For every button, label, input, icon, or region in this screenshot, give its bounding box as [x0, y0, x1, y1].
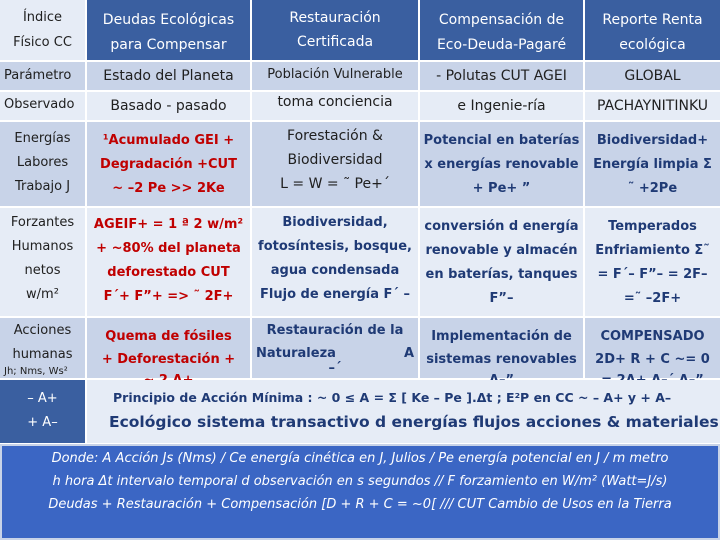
row-forzantes-c4-line-3: = F´– F”– = 2F–: [597, 267, 708, 282]
row-principio-label-1: – A+: [27, 391, 58, 406]
row-forzantes-label-3: netos: [24, 263, 61, 278]
row-forzantes-c3-line-1: conversión d energía: [424, 219, 579, 234]
row-acciones-c1-line-2: + Deforestación +: [101, 352, 236, 367]
row-principio-content-cell: [87, 380, 720, 443]
header-compensacion-line-2: Eco-Deuda-Pagaré: [436, 37, 567, 53]
row-energias-c4-line-2: Energía limpia Σ: [593, 157, 712, 172]
footer-line-1: Donde: A Acción Js (Nms) / Ce energía cinética en J, Julios / Pe energía potencial en J / m metro: [51, 451, 669, 466]
header-compensacion-cell: [420, 0, 583, 60]
row-acciones-label-1: Acciones: [13, 323, 72, 338]
row-acciones-c3-line-2: sistemas renovables: [426, 352, 577, 367]
row-acciones-c2-line-2: Naturaleza: [256, 346, 336, 361]
row-energias-c4-line-3: ˜ +2Pe: [627, 181, 678, 196]
header-reporte-line-1: Reporte Renta: [602, 12, 703, 28]
row-acciones-c2-cell: [252, 318, 418, 378]
row-observado-c1: Basado - pasado: [110, 98, 227, 114]
row-principio-label-cell: [0, 380, 85, 443]
row-acciones-c1-cell: [87, 318, 250, 378]
row-acciones-label-cell: [0, 318, 85, 378]
row-energias-c1-cell: [87, 122, 250, 206]
row-principio-label-2: + A–: [27, 415, 58, 430]
row-energias-label-1: Energías: [14, 131, 71, 146]
principio-accion-minima: Principio de Acción Mínima : ~ 0 ≤ A = Σ [ Ke – Pe ].Δt ; E²P en CC ~ – A+ y + A–: [113, 390, 672, 405]
header-index-line-1: Índice: [22, 10, 63, 25]
row-energias-c1-line-3: ~ –2 Pe >> 2Ke: [112, 181, 225, 196]
row-parametro-c2-cell: [252, 62, 418, 90]
row-forzantes-c2-line-4: Flujo de energía F´ –: [260, 287, 410, 302]
row-forzantes-c2-line-2: fotosíntesis, bosque,: [258, 239, 412, 254]
row-forzantes-c3-line-2: renovable y almacén: [425, 243, 578, 258]
row-observado-c1-cell: [87, 92, 250, 120]
header-index-cell: [0, 0, 85, 60]
row-forzantes-c3-line-4: F”–: [489, 291, 514, 306]
row-acciones-c2-marker: A: [403, 346, 414, 361]
row-energias-c2-line-1: Forestación &: [287, 128, 383, 144]
row-observado-c2-cell: [252, 92, 418, 120]
row-acciones-label-3: Jh; Nms, Ws²: [4, 366, 68, 377]
row-parametro-c4: GLOBAL: [624, 68, 681, 84]
row-forzantes-c1-cell: [87, 208, 250, 316]
row-energias-c3-cell: [420, 122, 583, 206]
row-forzantes-label-1: Forzantes: [10, 215, 75, 230]
row-energias-c2-line-3: L = W = ˜ Pe+´: [280, 176, 390, 192]
row-parametro-c1: Estado del Planeta: [103, 68, 234, 84]
row-energias-c1-line-1: ¹Acumulado GEI +: [102, 133, 235, 148]
row-parametro-c3-cell: [420, 62, 583, 90]
row-energias-c4-line-1: Biodiversidad+: [596, 133, 709, 148]
row-forzantes-c1-line-2: + ~80% del planeta: [96, 241, 241, 256]
row-forzantes-label-4: w/m²: [26, 287, 59, 302]
row-energias-label-2: Labores: [16, 155, 69, 170]
row-acciones-c3-line-1: Implementación de: [431, 329, 572, 344]
row-energias-c2-cell: [252, 122, 418, 206]
row-forzantes-c3-line-3: en baterías, tanques: [425, 267, 578, 282]
row-forzantes-c1-line-3: deforestado CUT: [107, 265, 230, 280]
row-forzantes-label-cell: [0, 208, 85, 316]
header-index-line-2: Físico CC: [13, 35, 72, 50]
header-restauracion-cell: [252, 0, 418, 60]
row-acciones-c3-cell: [420, 318, 583, 378]
row-acciones-label-2: humanas: [12, 347, 73, 362]
row-forzantes-c4-cell: [585, 208, 720, 316]
row-forzantes-c2-cell: [252, 208, 418, 316]
row-observado-c4: PACHAYNITINKU: [596, 98, 709, 114]
header-deudas-cell: [87, 0, 250, 60]
row-observado-c3: e Ingenie-ría: [457, 98, 546, 114]
row-energias-c3-line-3: + Pe+ ”: [472, 181, 531, 196]
header-restauracion-line-1: Restauración: [289, 10, 381, 26]
row-energias-label-cell: [0, 122, 85, 206]
row-parametro-c4-cell: [585, 62, 720, 90]
row-energias-c3-line-2: x energías renovable: [424, 157, 579, 172]
row-energias-c2-line-2: Biodiversidad: [287, 152, 383, 168]
row-forzantes-c1-line-4: F´+ F”+ => ˜ 2F+: [103, 289, 234, 304]
row-acciones-c1-line-1: Quema de fósiles: [105, 329, 232, 344]
row-forzantes-c2-line-3: agua condensada: [270, 263, 400, 278]
row-acciones-c4-line-2: 2D+ R + C ~= 0: [595, 352, 710, 367]
sistema-transactivo-line: Ecológico sistema transactivo d energías flujos acciones & materiales: [109, 413, 719, 431]
row-acciones-c2-line-3: –´: [328, 361, 342, 376]
row-forzantes-c4-line-4: =˜ –2F+: [623, 291, 682, 306]
row-energias-c4-cell: [585, 122, 720, 206]
row-observado-c4-cell: [585, 92, 720, 120]
row-forzantes-c1-line-1: AGEIF+ = 1 ª 2 w/m²: [93, 217, 244, 232]
row-acciones-c4-cell: [585, 318, 720, 378]
header-restauracion-line-2: Certificada: [296, 34, 374, 50]
row-forzantes-c4-line-1: Temperados: [608, 219, 697, 234]
header-reporte-cell: [585, 0, 720, 60]
row-parametro-c2: Población Vulnerable: [267, 67, 403, 82]
row-parametro-c3: - Polutas CUT AGEI: [436, 68, 567, 84]
row-observado-c3-cell: [420, 92, 583, 120]
header-deudas-line-1: Deudas Ecológicas: [102, 12, 235, 28]
row-acciones-c2-line-1: Restauración de la: [266, 323, 404, 338]
row-observado-c2: toma conciencia: [277, 94, 393, 110]
row-forzantes-c2-line-1: Biodiversidad,: [282, 215, 388, 230]
row-parametro-label-cell: [0, 62, 85, 90]
footer-line-2: h hora Δt intervalo temporal d observación en s segundos // F forzamiento en W/m² (Watt=J/s): [52, 474, 668, 489]
footer-box: [0, 444, 720, 540]
row-acciones-c4-line-1: COMPENSADO: [600, 329, 705, 344]
row-energias-label-3: Trabajo J: [14, 179, 71, 194]
header-reporte-line-2: ecológica: [619, 37, 686, 53]
row-energias-c1-line-2: Degradación +CUT: [100, 157, 237, 172]
row-observado-label: Observado: [4, 97, 75, 112]
row-energias-c3-line-1: Potencial en baterías: [423, 133, 580, 148]
row-parametro-c1-cell: [87, 62, 250, 90]
row-forzantes-c3-cell: [420, 208, 583, 316]
header-deudas-line-2: para Compensar: [110, 37, 227, 53]
row-forzantes-c4-line-2: Enfriamiento Σ˜: [595, 243, 710, 258]
row-observado-label-cell: [0, 92, 85, 120]
row-forzantes-label-2: Humanos: [11, 239, 74, 254]
header-compensacion-line-1: Compensación de: [438, 12, 565, 28]
row-parametro-label: Parámetro: [4, 68, 72, 83]
footer-line-3: Deudas + Restauración + Compensación [D + R + C = ~0[ /// CUT Cambio de Usos en la Tierra: [48, 497, 672, 512]
